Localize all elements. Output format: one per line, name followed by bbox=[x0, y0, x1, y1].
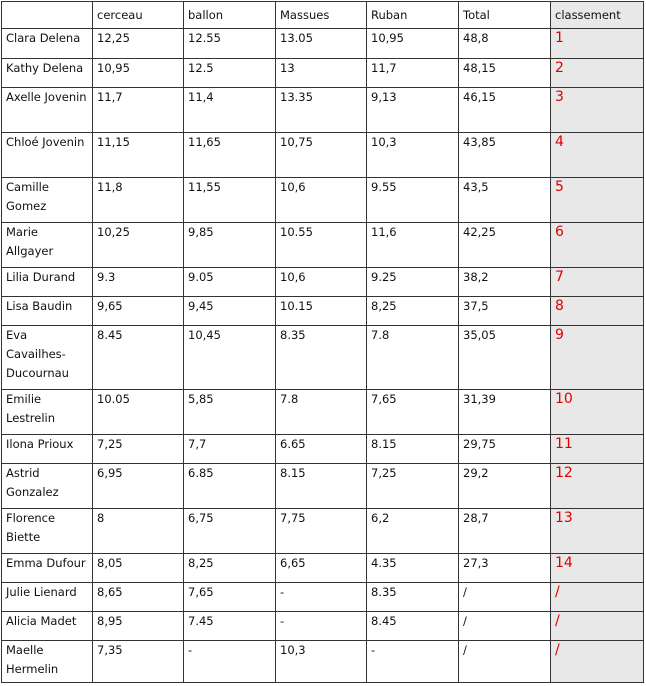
score-total: 37,5 bbox=[459, 297, 551, 326]
rank-value: 3 bbox=[551, 88, 644, 133]
athlete-name: Julie Lienard bbox=[2, 583, 93, 612]
score-massues: 10,6 bbox=[276, 268, 367, 297]
rank-value: 2 bbox=[551, 59, 644, 88]
header-ballon: ballon bbox=[184, 2, 276, 29]
score-ballon: - bbox=[184, 641, 276, 683]
score-total: 43,5 bbox=[459, 178, 551, 223]
score-total: 35,05 bbox=[459, 326, 551, 390]
score-cerceau: 6,95 bbox=[93, 464, 184, 509]
score-cerceau: 8 bbox=[93, 509, 184, 554]
score-total: 31,39 bbox=[459, 390, 551, 435]
score-cerceau: 11,8 bbox=[93, 178, 184, 223]
athlete-name: Eva Cavailhes-Ducournau bbox=[2, 326, 93, 390]
score-massues: 8.15 bbox=[276, 464, 367, 509]
score-ballon: 8,25 bbox=[184, 554, 276, 583]
table-row bbox=[2, 326, 644, 390]
table-row bbox=[2, 88, 644, 133]
score-ballon: 11,4 bbox=[184, 88, 276, 133]
athlete-name: Lisa Baudin bbox=[2, 297, 93, 326]
athlete-name: Chloé Jovenin bbox=[2, 133, 93, 178]
header-empty bbox=[2, 2, 93, 29]
table-row bbox=[2, 178, 644, 223]
score-ballon: 9,45 bbox=[184, 297, 276, 326]
score-massues: 10,3 bbox=[276, 641, 367, 683]
score-cerceau: 10.05 bbox=[93, 390, 184, 435]
score-cerceau: 8,95 bbox=[93, 612, 184, 641]
score-cerceau: 10,25 bbox=[93, 223, 184, 268]
athlete-name: Camille Gomez bbox=[2, 178, 93, 223]
rank-value: / bbox=[551, 612, 644, 641]
athlete-name: Maelle Hermelin bbox=[2, 641, 93, 683]
score-ruban: 8.35 bbox=[367, 583, 459, 612]
table-row bbox=[2, 29, 644, 59]
table-row bbox=[2, 133, 644, 178]
score-massues: 6.65 bbox=[276, 435, 367, 464]
score-ruban: 8,25 bbox=[367, 297, 459, 326]
table-row bbox=[2, 583, 644, 612]
score-ruban: 11,7 bbox=[367, 59, 459, 88]
score-massues: - bbox=[276, 612, 367, 641]
score-ruban: 7,65 bbox=[367, 390, 459, 435]
score-massues: 13.05 bbox=[276, 29, 367, 59]
score-total: 42,25 bbox=[459, 223, 551, 268]
table-row bbox=[2, 435, 644, 464]
score-ruban: 7.8 bbox=[367, 326, 459, 390]
athlete-name: Alicia Madet bbox=[2, 612, 93, 641]
score-ruban: 9,13 bbox=[367, 88, 459, 133]
score-total: 28,7 bbox=[459, 509, 551, 554]
score-ballon: 9.05 bbox=[184, 268, 276, 297]
score-total: / bbox=[459, 641, 551, 683]
score-total: 46,15 bbox=[459, 88, 551, 133]
score-ruban: 7,25 bbox=[367, 464, 459, 509]
athlete-name: Astrid Gonzalez bbox=[2, 464, 93, 509]
header-total: Total bbox=[459, 2, 551, 29]
header-row bbox=[2, 2, 644, 29]
score-total: 29,2 bbox=[459, 464, 551, 509]
score-cerceau: 11,7 bbox=[93, 88, 184, 133]
score-ballon: 10,45 bbox=[184, 326, 276, 390]
score-ballon: 12.5 bbox=[184, 59, 276, 88]
table-row bbox=[2, 509, 644, 554]
table-row bbox=[2, 297, 644, 326]
results-table bbox=[1, 1, 644, 683]
score-total: 48,8 bbox=[459, 29, 551, 59]
athlete-name: Emilie Lestrelin bbox=[2, 390, 93, 435]
athlete-name: Axelle Jovenin bbox=[2, 88, 93, 133]
athlete-name: Marie Allgayer bbox=[2, 223, 93, 268]
athlete-name: Lilia Durand bbox=[2, 268, 93, 297]
score-cerceau: 8.45 bbox=[93, 326, 184, 390]
score-total: 48,15 bbox=[459, 59, 551, 88]
score-ballon: 6,75 bbox=[184, 509, 276, 554]
score-cerceau: 12,25 bbox=[93, 29, 184, 59]
score-ballon: 9,85 bbox=[184, 223, 276, 268]
score-ballon: 7.45 bbox=[184, 612, 276, 641]
score-total: 38,2 bbox=[459, 268, 551, 297]
rank-value: 6 bbox=[551, 223, 644, 268]
score-total: 29,75 bbox=[459, 435, 551, 464]
header-classement: classement bbox=[551, 2, 644, 29]
rank-value: 11 bbox=[551, 435, 644, 464]
table-row bbox=[2, 554, 644, 583]
score-massues: 7,75 bbox=[276, 509, 367, 554]
score-cerceau: 9,65 bbox=[93, 297, 184, 326]
score-total: / bbox=[459, 583, 551, 612]
score-ruban: 8.45 bbox=[367, 612, 459, 641]
rank-value: / bbox=[551, 641, 644, 683]
athlete-name: Emma Dufour bbox=[2, 554, 93, 583]
score-massues: 7.8 bbox=[276, 390, 367, 435]
rank-value: 8 bbox=[551, 297, 644, 326]
score-cerceau: 7,35 bbox=[93, 641, 184, 683]
score-ballon: 12.55 bbox=[184, 29, 276, 59]
score-ballon: 6.85 bbox=[184, 464, 276, 509]
score-cerceau: 8,65 bbox=[93, 583, 184, 612]
score-total: 27,3 bbox=[459, 554, 551, 583]
table-row bbox=[2, 612, 644, 641]
athlete-name: Florence Biette bbox=[2, 509, 93, 554]
score-ballon: 11,55 bbox=[184, 178, 276, 223]
score-massues: 6,65 bbox=[276, 554, 367, 583]
table-row bbox=[2, 223, 644, 268]
athlete-name: Ilona Prioux bbox=[2, 435, 93, 464]
score-massues: 10.15 bbox=[276, 297, 367, 326]
score-massues: 10,6 bbox=[276, 178, 367, 223]
athlete-name: Clara Delena bbox=[2, 29, 93, 59]
score-ruban: 11,6 bbox=[367, 223, 459, 268]
score-cerceau: 11,15 bbox=[93, 133, 184, 178]
score-cerceau: 10,95 bbox=[93, 59, 184, 88]
score-cerceau: 9.3 bbox=[93, 268, 184, 297]
score-cerceau: 7,25 bbox=[93, 435, 184, 464]
header-ruban: Ruban bbox=[367, 2, 459, 29]
table-row bbox=[2, 59, 644, 88]
score-ruban: 4.35 bbox=[367, 554, 459, 583]
score-massues: - bbox=[276, 583, 367, 612]
score-ballon: 7,65 bbox=[184, 583, 276, 612]
rank-value: 10 bbox=[551, 390, 644, 435]
rank-value: / bbox=[551, 583, 644, 612]
table-row bbox=[2, 464, 644, 509]
score-ruban: 10,95 bbox=[367, 29, 459, 59]
score-ruban: 9.25 bbox=[367, 268, 459, 297]
header-cerceau: cerceau bbox=[93, 2, 184, 29]
score-ruban: 10,3 bbox=[367, 133, 459, 178]
header-massues: Massues bbox=[276, 2, 367, 29]
rank-value: 5 bbox=[551, 178, 644, 223]
rank-value: 13 bbox=[551, 509, 644, 554]
score-ballon: 5,85 bbox=[184, 390, 276, 435]
score-ballon: 7,7 bbox=[184, 435, 276, 464]
table-row bbox=[2, 390, 644, 435]
score-cerceau: 8,05 bbox=[93, 554, 184, 583]
rank-value: 12 bbox=[551, 464, 644, 509]
rank-value: 9 bbox=[551, 326, 644, 390]
athlete-name: Kathy Delena bbox=[2, 59, 93, 88]
score-massues: 10.55 bbox=[276, 223, 367, 268]
score-total: 43,85 bbox=[459, 133, 551, 178]
score-ruban: - bbox=[367, 641, 459, 683]
table-row bbox=[2, 268, 644, 297]
score-massues: 8.35 bbox=[276, 326, 367, 390]
score-massues: 13.35 bbox=[276, 88, 367, 133]
score-ruban: 8.15 bbox=[367, 435, 459, 464]
rank-value: 4 bbox=[551, 133, 644, 178]
table-row bbox=[2, 641, 644, 683]
score-massues: 13 bbox=[276, 59, 367, 88]
rank-value: 1 bbox=[551, 29, 644, 59]
rank-value: 14 bbox=[551, 554, 644, 583]
score-ruban: 6,2 bbox=[367, 509, 459, 554]
score-ballon: 11,65 bbox=[184, 133, 276, 178]
score-ruban: 9.55 bbox=[367, 178, 459, 223]
rank-value: 7 bbox=[551, 268, 644, 297]
score-total: / bbox=[459, 612, 551, 641]
score-massues: 10,75 bbox=[276, 133, 367, 178]
